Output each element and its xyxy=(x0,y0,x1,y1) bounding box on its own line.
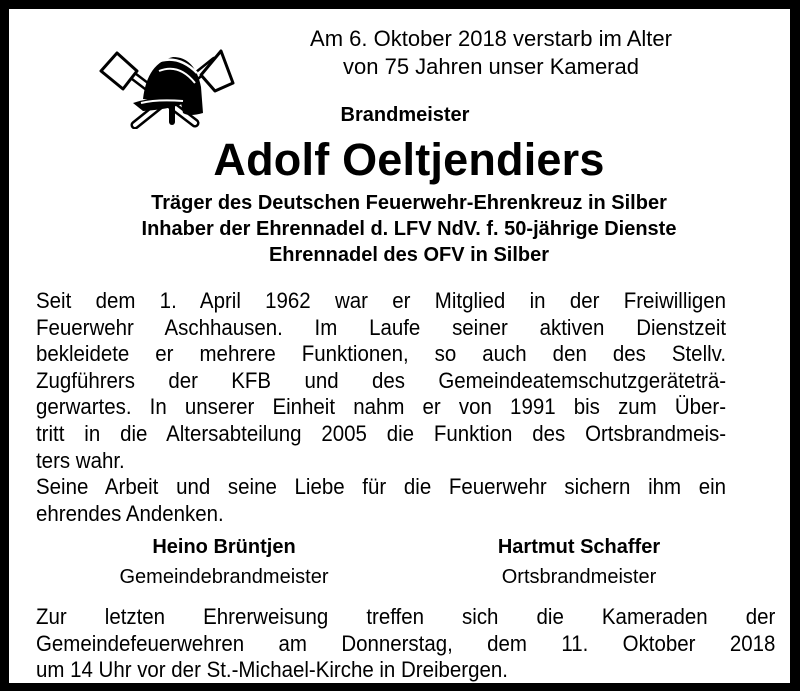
intro-line-1: Am 6. Oktober 2018 verstarb im Alter xyxy=(310,26,672,51)
biography-paragraph xyxy=(36,288,726,527)
honor-item: Inhaber der Ehrennadel d. LFV NdV. f. 50-jährige Dienste xyxy=(141,218,677,240)
signatory-title: Gemeindebrandmeister xyxy=(119,566,329,588)
closing-line: um 14 Uhr vor der St.-Michael-Kirche in Dreibergen. xyxy=(36,657,508,683)
honor-item: Träger des Deutschen Feuerwehr-Ehrenkreuz in Silber xyxy=(151,192,667,214)
signatory-right xyxy=(449,533,709,593)
intro-line-2: von 75 Jahren unser Kamerad xyxy=(343,54,639,79)
body-line: ters wahr. xyxy=(36,447,125,473)
body-line: Zugführers der KFB und des Gemeindeatemschutzgeräteträ- xyxy=(36,367,727,393)
obituary-notice xyxy=(9,9,790,683)
death-announcement xyxy=(271,25,711,81)
honor-item: Ehrennadel des OFV in Silber xyxy=(268,244,550,266)
honors-list xyxy=(9,190,800,268)
closing-line: Gemeindefeuerwehren am Donnerstag, dem 11. Oktober 2018 xyxy=(36,630,776,656)
signatory-name: Heino Brüntjen xyxy=(152,536,296,558)
body-line: ehrendes Andenken. xyxy=(36,500,224,526)
closing-line: Zur letzten Ehrerweisung treffen sich die Kameraden der xyxy=(36,604,776,629)
body-line: Seine Arbeit und seine Liebe für die Feuerwehr sichern ihm ein xyxy=(36,474,727,500)
body-line: tritt in die Altersabteilung 2005 die Funktion des Ortsbrandmeis- xyxy=(36,420,727,446)
signatory-name: Hartmut Schaffer xyxy=(497,536,661,558)
body-line: bekleidete er mehrere Funktionen, so auch den des Stellv. xyxy=(36,341,727,367)
deceased-name: Adolf Oeltjendiers xyxy=(213,134,605,185)
funeral-announcement xyxy=(36,604,775,684)
deceased-rank: Brandmeister xyxy=(340,104,470,126)
signatory-title: Ortsbrandmeister xyxy=(501,566,657,588)
body-line: Seit dem 1. April 1962 war er Mitglied in der Freiwilligen xyxy=(36,288,727,313)
body-line: Feuerwehr Aschhausen. Im Laufe seiner aktiven Dienstzeit xyxy=(36,314,727,340)
body-line: gerwartes. In unserer Einheit nahm er von 1991 bis zum Über- xyxy=(36,394,727,420)
firefighter-emblem-icon xyxy=(97,43,237,129)
signatory-left xyxy=(94,533,354,593)
